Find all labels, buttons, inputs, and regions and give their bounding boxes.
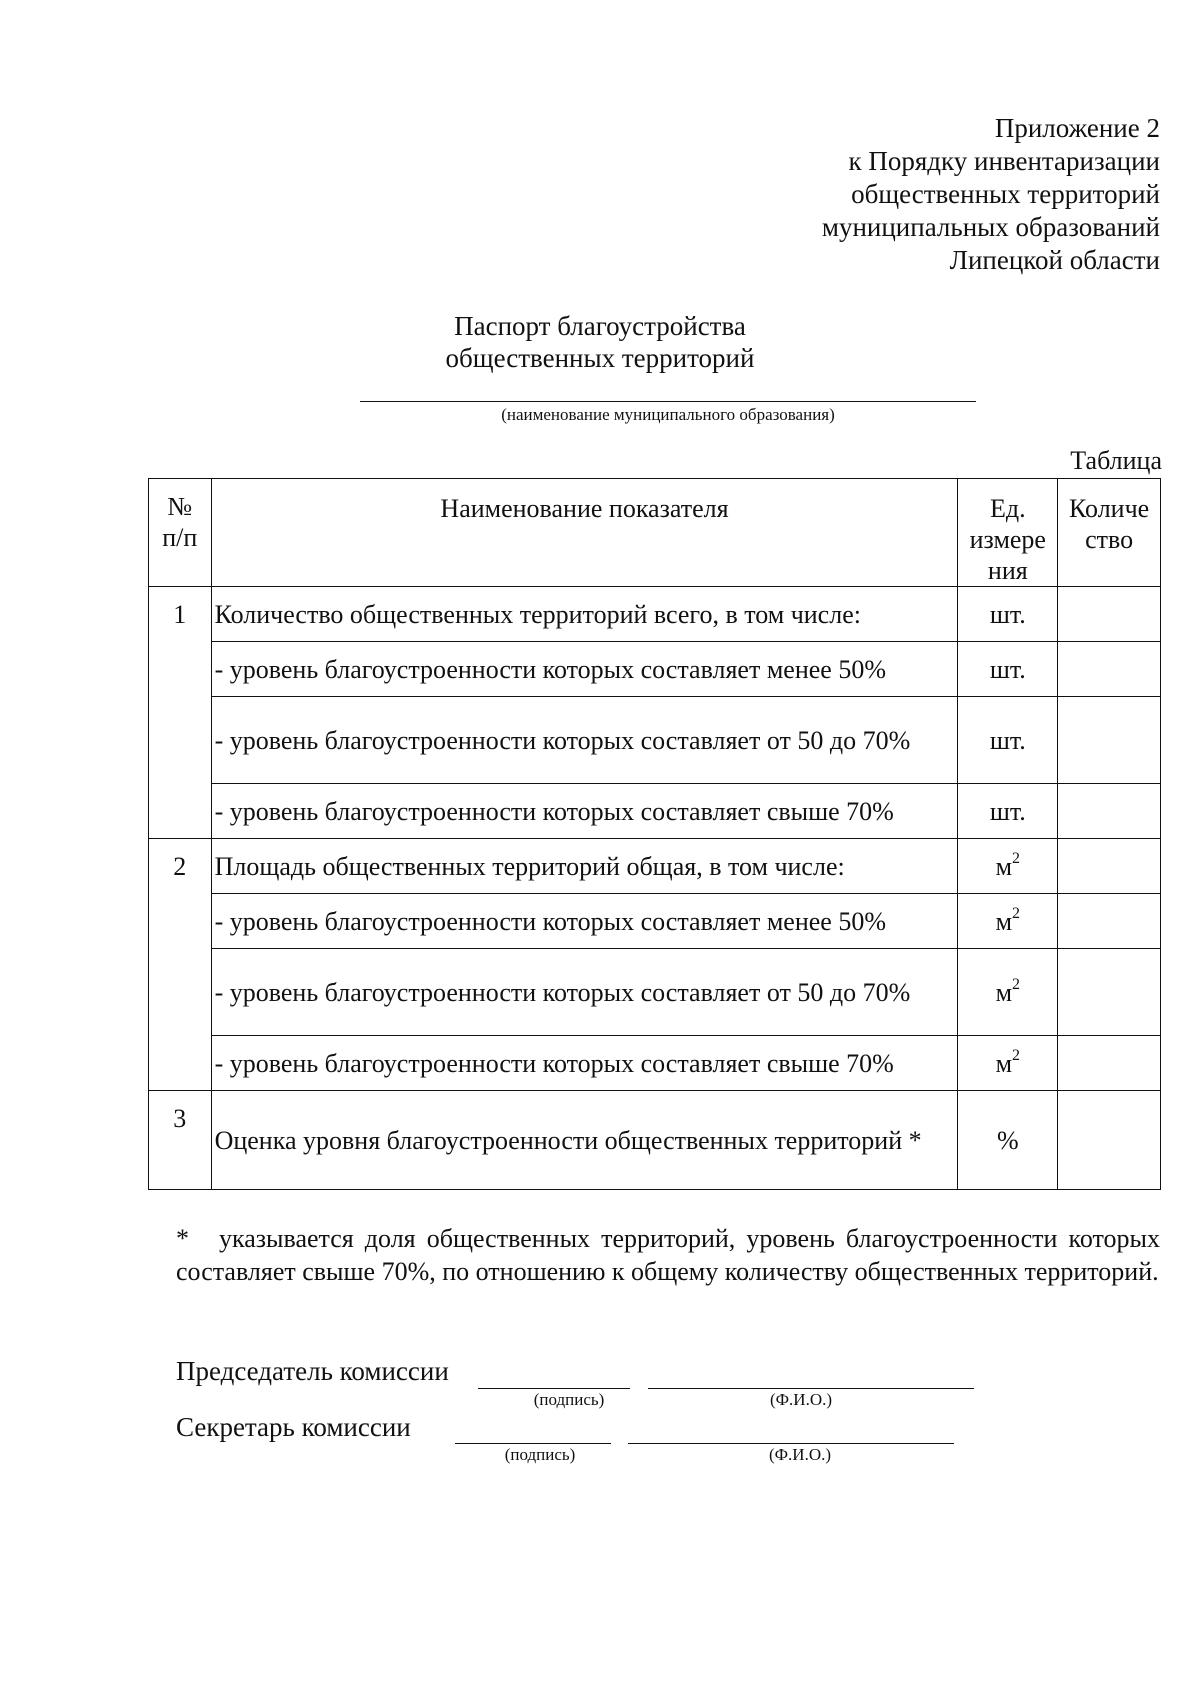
table-row [149, 697, 1161, 784]
indicator-name: Оценка уровня благоустроенности общественных территорий * [211, 1091, 958, 1190]
passport-table [148, 478, 1161, 1190]
unit-superscript: 2 [1012, 975, 1021, 993]
chairman-signature-caption: (подпись) [533, 1390, 605, 1409]
appendix-line: к Порядку инвентаризации [848, 146, 1160, 176]
row-number: 3 [149, 1091, 212, 1190]
indicator-name: Количество общественных территорий всего, в том числе: [211, 587, 958, 642]
indicator-name: - уровень благоустроенности которых составляет свыше 70% [211, 784, 958, 839]
table-row [149, 642, 1161, 697]
footnote-star: * [176, 1224, 189, 1253]
header-num [149, 479, 212, 587]
indicator-name: Площадь общественных территорий общая, в том числе: [211, 839, 958, 894]
indicator-name: - уровень благоустроенности которых составляет от 50 до 70% [211, 697, 958, 784]
header-unit-line3: ния [987, 556, 1028, 585]
unit-text: м [995, 1048, 1013, 1078]
municipality-name-line[interactable] [360, 401, 976, 402]
table-header-row [149, 479, 1161, 587]
row-number: 2 [149, 839, 212, 1091]
header-unit [958, 479, 1058, 587]
indicator-unit: % [958, 1091, 1058, 1190]
quantity-cell[interactable] [1058, 894, 1161, 949]
indicator-unit: шт. [958, 587, 1058, 642]
title-line-2: общественных территорий [445, 343, 755, 373]
unit-text: м [995, 977, 1013, 1007]
quantity-cell[interactable] [1058, 1091, 1161, 1190]
indicator-name: - уровень благоустроенности которых составляет от 50 до 70% [211, 949, 958, 1036]
chairman-signature-line[interactable] [478, 1388, 630, 1389]
table-row [149, 587, 1161, 642]
indicator-name: - уровень благоустроенности которых составляет менее 50% [211, 642, 958, 697]
indicator-name: - уровень благоустроенности которых составляет менее 50% [211, 894, 958, 949]
quantity-cell[interactable] [1058, 697, 1161, 784]
unit-superscript: 2 [1012, 1046, 1021, 1064]
header-qty [1058, 479, 1161, 587]
chairman-name-line[interactable] [648, 1388, 974, 1389]
indicator-name: - уровень благоустроенности которых составляет свыше 70% [211, 1036, 958, 1091]
chairman-name-caption: (Ф.И.О.) [769, 1390, 833, 1409]
quantity-cell[interactable] [1058, 784, 1161, 839]
chairman-label: Председатель комиссии [176, 1356, 449, 1386]
header-num-line1: № [167, 492, 193, 521]
table-row [149, 1091, 1161, 1190]
quantity-cell[interactable] [1058, 1036, 1161, 1091]
header-qty-line2: ство [1085, 525, 1134, 554]
table-row [149, 949, 1161, 1036]
quantity-cell[interactable] [1058, 949, 1161, 1036]
table-row [149, 894, 1161, 949]
indicator-unit [958, 839, 1058, 894]
indicator-unit [958, 949, 1058, 1036]
municipality-caption: (наименование муниципального образования) [501, 405, 835, 424]
indicator-unit: шт. [958, 697, 1058, 784]
secretary-name-line[interactable] [628, 1443, 954, 1444]
table-row [149, 839, 1161, 894]
secretary-label: Секретарь комиссии [176, 1412, 411, 1442]
header-num-line2: п/п [162, 523, 198, 552]
appendix-line: муниципальных образований [821, 212, 1160, 242]
table-row [149, 784, 1161, 839]
appendix-line: Приложение 2 [994, 113, 1160, 143]
footnote [176, 1222, 1160, 1288]
header-unit-line2: измере [969, 525, 1046, 554]
unit-text: м [995, 906, 1013, 936]
quantity-cell[interactable] [1058, 839, 1161, 894]
footnote-text: указывается доля общественных территорий, уровень благоустроенности которых составляет свыше 70%, по отношению к общему количеству общественных территорий. [176, 1224, 1160, 1286]
indicator-unit: шт. [958, 784, 1058, 839]
table-label: Таблица [1070, 446, 1162, 475]
quantity-cell[interactable] [1058, 642, 1161, 697]
title-line-1: Паспорт благоустройства [454, 311, 746, 341]
header-unit-line1: Ед. [989, 494, 1026, 523]
header-qty-line1: Количе [1068, 494, 1150, 523]
secretary-signature-line[interactable] [455, 1443, 611, 1444]
indicator-unit [958, 1036, 1058, 1091]
indicator-unit [958, 894, 1058, 949]
secretary-signature-caption: (подпись) [504, 1445, 576, 1464]
secretary-name-caption: (Ф.И.О.) [768, 1445, 832, 1464]
row-number: 1 [149, 587, 212, 839]
appendix-line: общественных территорий [851, 179, 1160, 209]
table-row [149, 1036, 1161, 1091]
appendix-header [822, 112, 1160, 277]
indicator-unit: шт. [958, 642, 1058, 697]
unit-text: м [995, 851, 1013, 881]
appendix-line: Липецкой области [949, 245, 1160, 275]
document-title [0, 310, 1200, 374]
unit-superscript: 2 [1012, 904, 1021, 922]
header-name: Наименование показателя [211, 479, 958, 587]
unit-superscript: 2 [1012, 849, 1021, 867]
quantity-cell[interactable] [1058, 587, 1161, 642]
